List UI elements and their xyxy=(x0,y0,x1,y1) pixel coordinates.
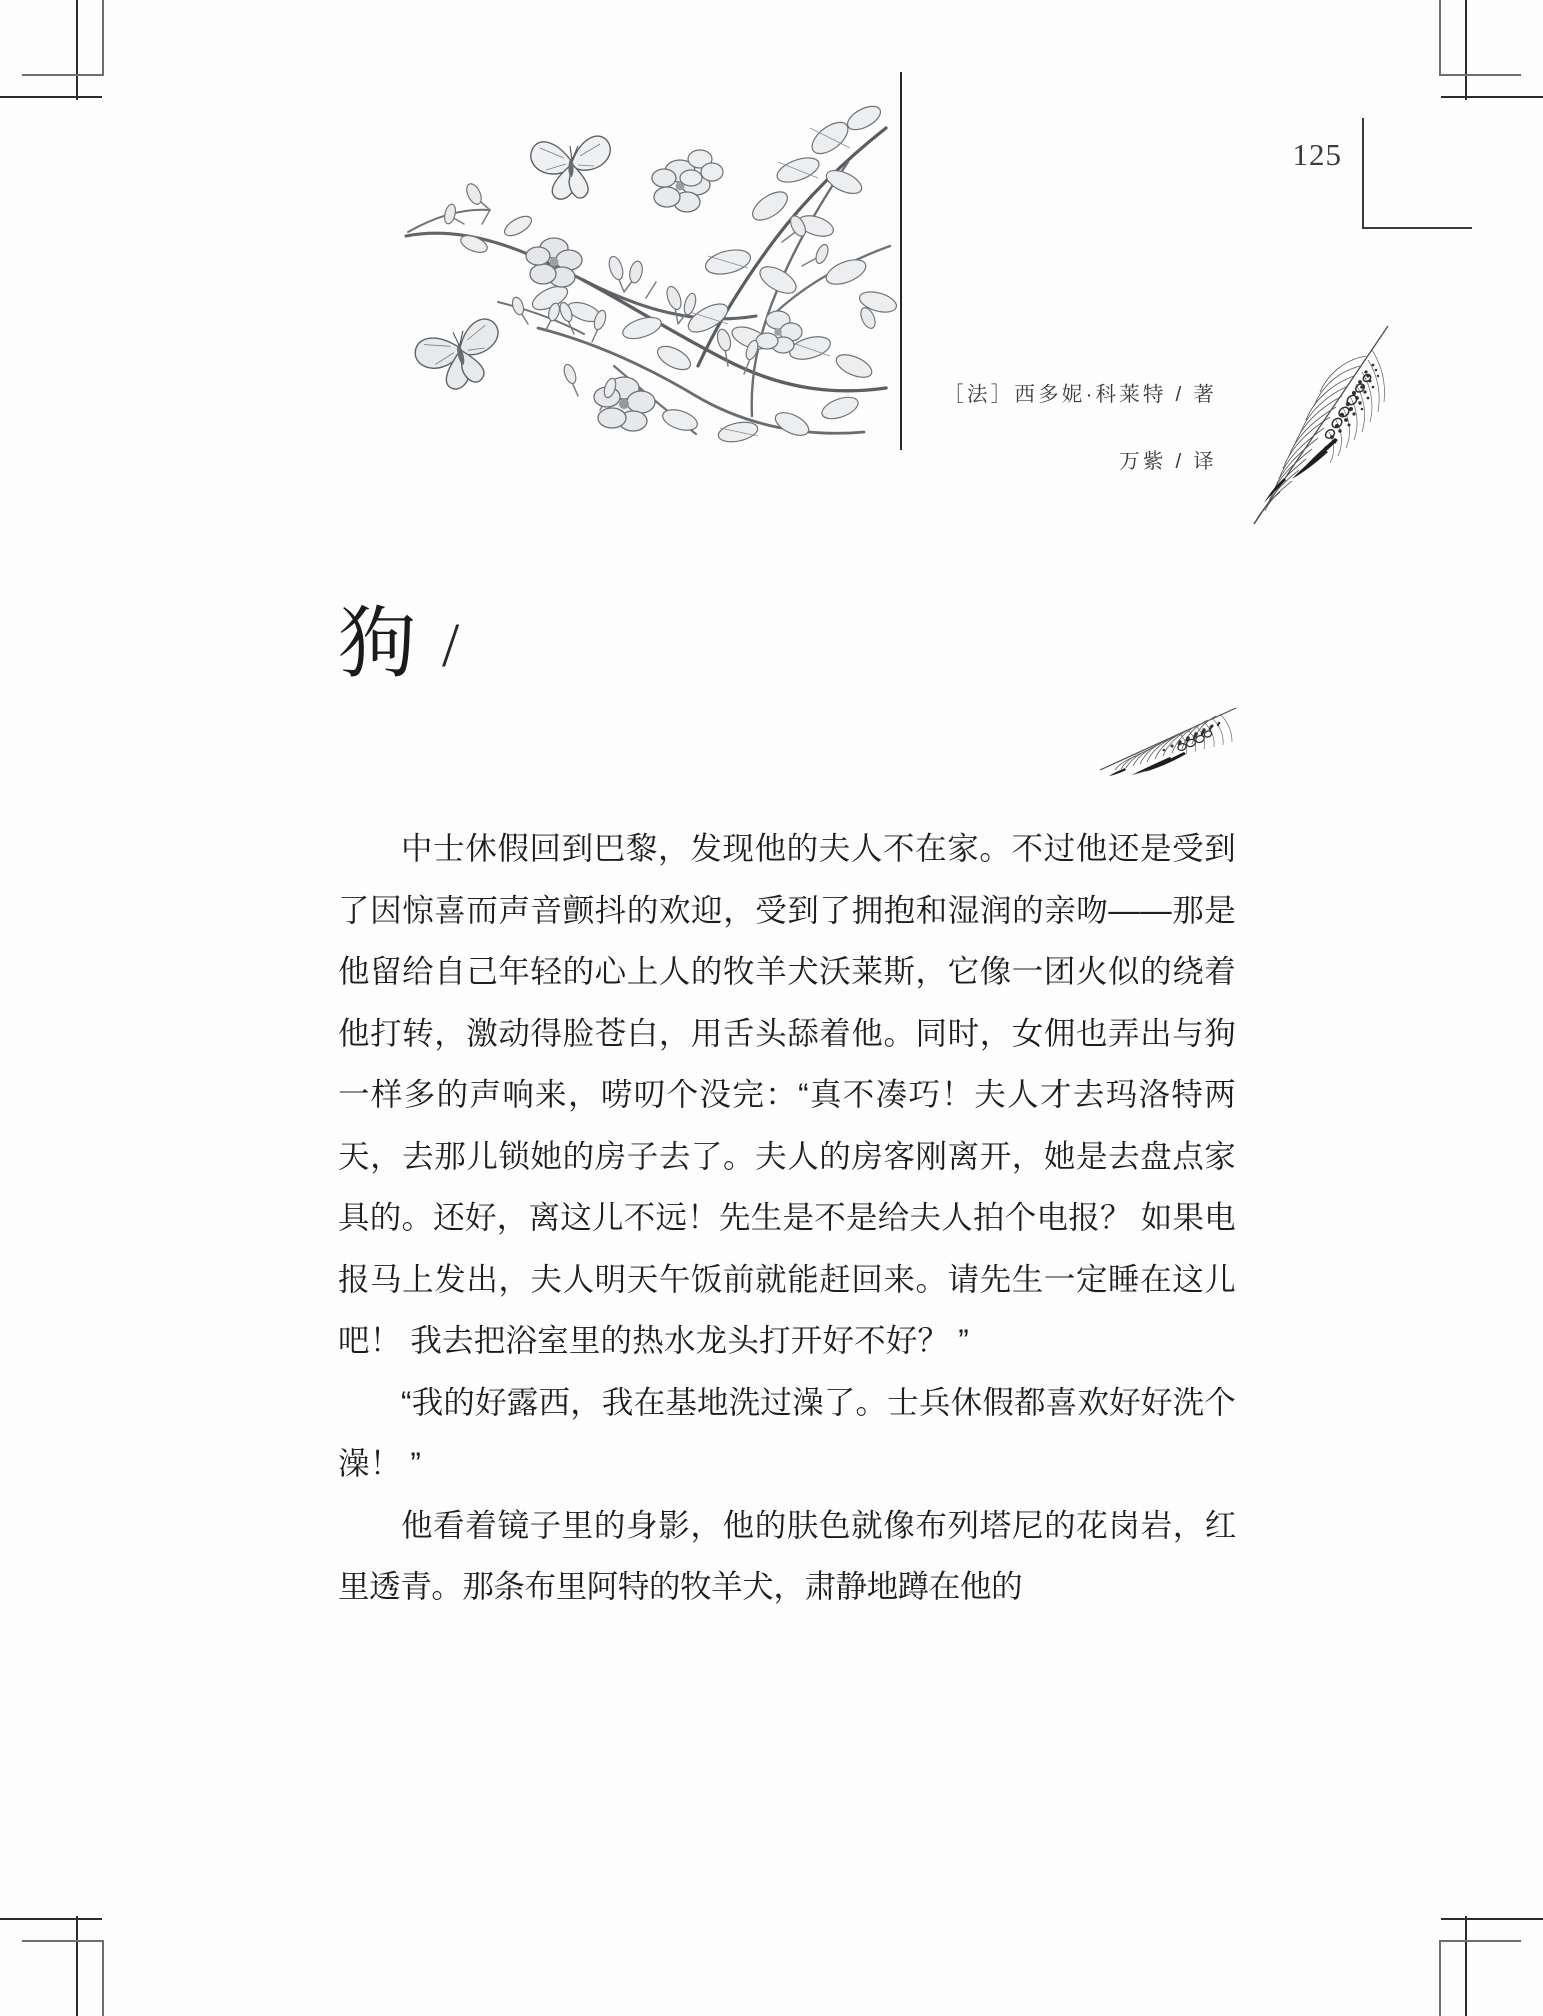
page-number: 125 xyxy=(1292,137,1342,172)
crop-mark-top-right xyxy=(1393,0,1543,120)
crop-mark-bottom-left xyxy=(0,1896,150,2016)
paragraph: 中士休假回到巴黎，发现他的夫人不在家。不过他还是受到了因惊喜而声音颤抖的欢迎，受到了拥抱和湿润的亲吻——那是他留给自己年轻的心上人的牧羊犬沃莱斯，它像一团火似的绕着他打转，激动得脸苍白，用舌头舔着他。同时，女佣也弄出与狗一样多的声响来，唠叨个没完：“真不凑巧！夫人才去玛洛特两天，去那儿锁她的房子去了。夫人的房客刚离开，她是去盘点家具的。还好，离这儿不远！先生是不是给夫人拍个电报？ 如果电报马上发出，夫人明天午饭前就能赶回来。请先生一定睡在这儿吧！ 我去把浴室里的热水龙头打开好不好？ ” xyxy=(338,830,1236,1358)
folio-frame-rule xyxy=(1362,77,1543,229)
paragraph: 他看着镜子里的身影，他的肤色就像布列塔尼的花岗岩，红里透青。那条布里阿特的牧羊犬，肃静地蹲在他的 xyxy=(338,1506,1236,1604)
crop-mark-bottom-right xyxy=(1393,1896,1543,2016)
paragraph: “我的好露西，我在基地洗过澡了。士兵休假都喜欢好好洗个澡！ ” xyxy=(338,1383,1236,1481)
title-slash: / xyxy=(442,612,460,681)
byline-translator: 万紫 / 译 xyxy=(1119,449,1217,473)
branch-illustration xyxy=(378,66,898,456)
butterfly xyxy=(531,136,610,199)
illustration-vertical-rule xyxy=(900,72,902,450)
body-text xyxy=(338,818,1236,1618)
byline xyxy=(905,385,1235,472)
page-title xyxy=(338,599,460,688)
feather-icon xyxy=(1092,692,1242,784)
crop-mark-top-left xyxy=(0,0,150,120)
butterfly xyxy=(411,316,509,397)
feather-icon xyxy=(1240,312,1395,537)
page-title-text: 狗 xyxy=(338,599,417,688)
byline-author: ［法］西多妮·科莱特 / 著 xyxy=(943,383,1217,406)
